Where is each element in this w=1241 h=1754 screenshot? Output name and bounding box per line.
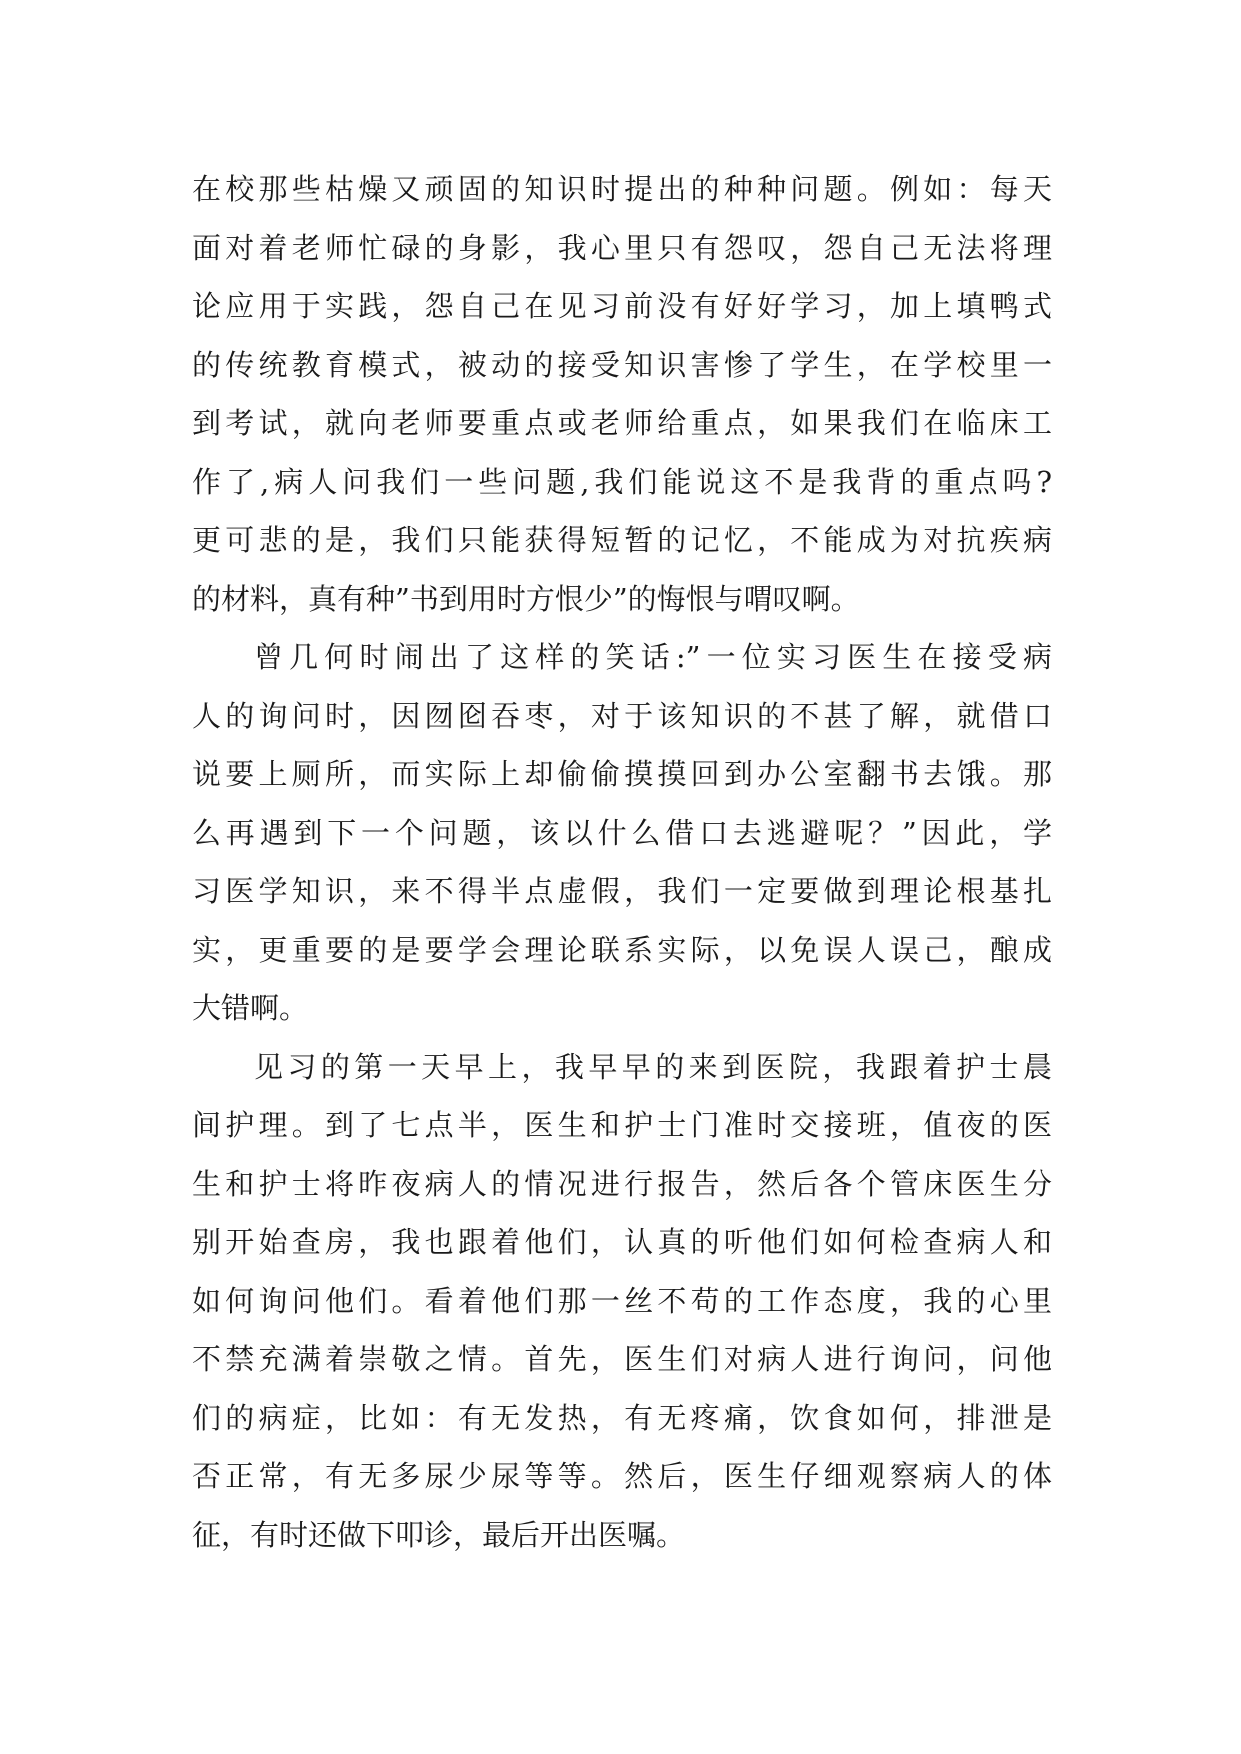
text-line: 更可悲的是，我们只能获得短暂的记忆，不能成为对抗疾病 [192, 523, 1052, 557]
text-line: 的材料，真有种”书到用时方恨少”的悔恨与喟叹啊。 [192, 581, 860, 616]
text-line: 么再遇到下一个问题，该以什么借口去逃避呢？”因此，学 [192, 815, 1052, 850]
text-line: 曾几何时闹出了这样的笑话:”一位实习医生在接受病 [254, 640, 1052, 674]
text-line: 生和护士将昨夜病人的情况进行报告，然后各个管床医生分 [192, 1166, 1052, 1201]
text-line: 见习的第一天早上，我早早的来到医院，我跟着护士晨 [254, 1049, 1052, 1084]
text-line: 在校那些枯燥又顽固的知识时提出的种种问题。例如：每天 [192, 172, 1052, 206]
paragraph-1 [192, 160, 1052, 628]
text-line: 的传统教育模式，被动的接受知识害惨了学生，在学校里一 [192, 347, 1052, 382]
text-line: 大错啊。 [192, 991, 309, 1025]
paragraph-2 [192, 628, 1052, 1038]
text-line: 间护理。到了七点半，医生和护士门准时交接班，值夜的医 [192, 1108, 1052, 1142]
paragraph-3 [192, 1038, 1052, 1565]
text-line: 别开始查房，我也跟着他们，认真的听他们如何检查病人和 [192, 1225, 1052, 1259]
text-line: 面对着老师忙碌的身影，我心里只有怨叹，怨自己无法将理 [192, 230, 1052, 265]
text-line: 作了,病人问我们一些问题,我们能说这不是我背的重点吗? [192, 464, 1052, 499]
text-line: 否正常，有无多尿少尿等等。然后，医生仔细观察病人的体 [192, 1459, 1052, 1493]
text-line: 们的病症，比如：有无发热，有无疼痛，饮食如何，排泄是 [192, 1400, 1052, 1435]
text-line: 如何询问他们。看着他们那一丝不苟的工作态度，我的心里 [192, 1283, 1052, 1318]
text-line: 实，更重要的是要学会理论联系实际，以免误人误己，酿成 [192, 932, 1052, 967]
text-line: 不禁充满着崇敬之情。首先，医生们对病人进行询问，问他 [192, 1342, 1052, 1376]
text-line: 征，有时还做下叩诊，最后开出医嘱。 [192, 1517, 686, 1552]
body-text [192, 160, 1052, 1564]
text-line: 习医学知识，来不得半点虚假，我们一定要做到理论根基扎 [192, 874, 1052, 908]
text-line: 人的询问时，因囫囵吞枣，对于该知识的不甚了解，就借口 [192, 698, 1052, 733]
text-line: 论应用于实践，怨自己在见习前没有好好学习，加上填鸭式 [192, 289, 1052, 323]
text-line: 说要上厕所，而实际上却偷偷摸摸回到办公室翻书去饿。那 [192, 757, 1052, 791]
text-line: 到考试，就向老师要重点或老师给重点，如果我们在临床工 [192, 406, 1052, 440]
